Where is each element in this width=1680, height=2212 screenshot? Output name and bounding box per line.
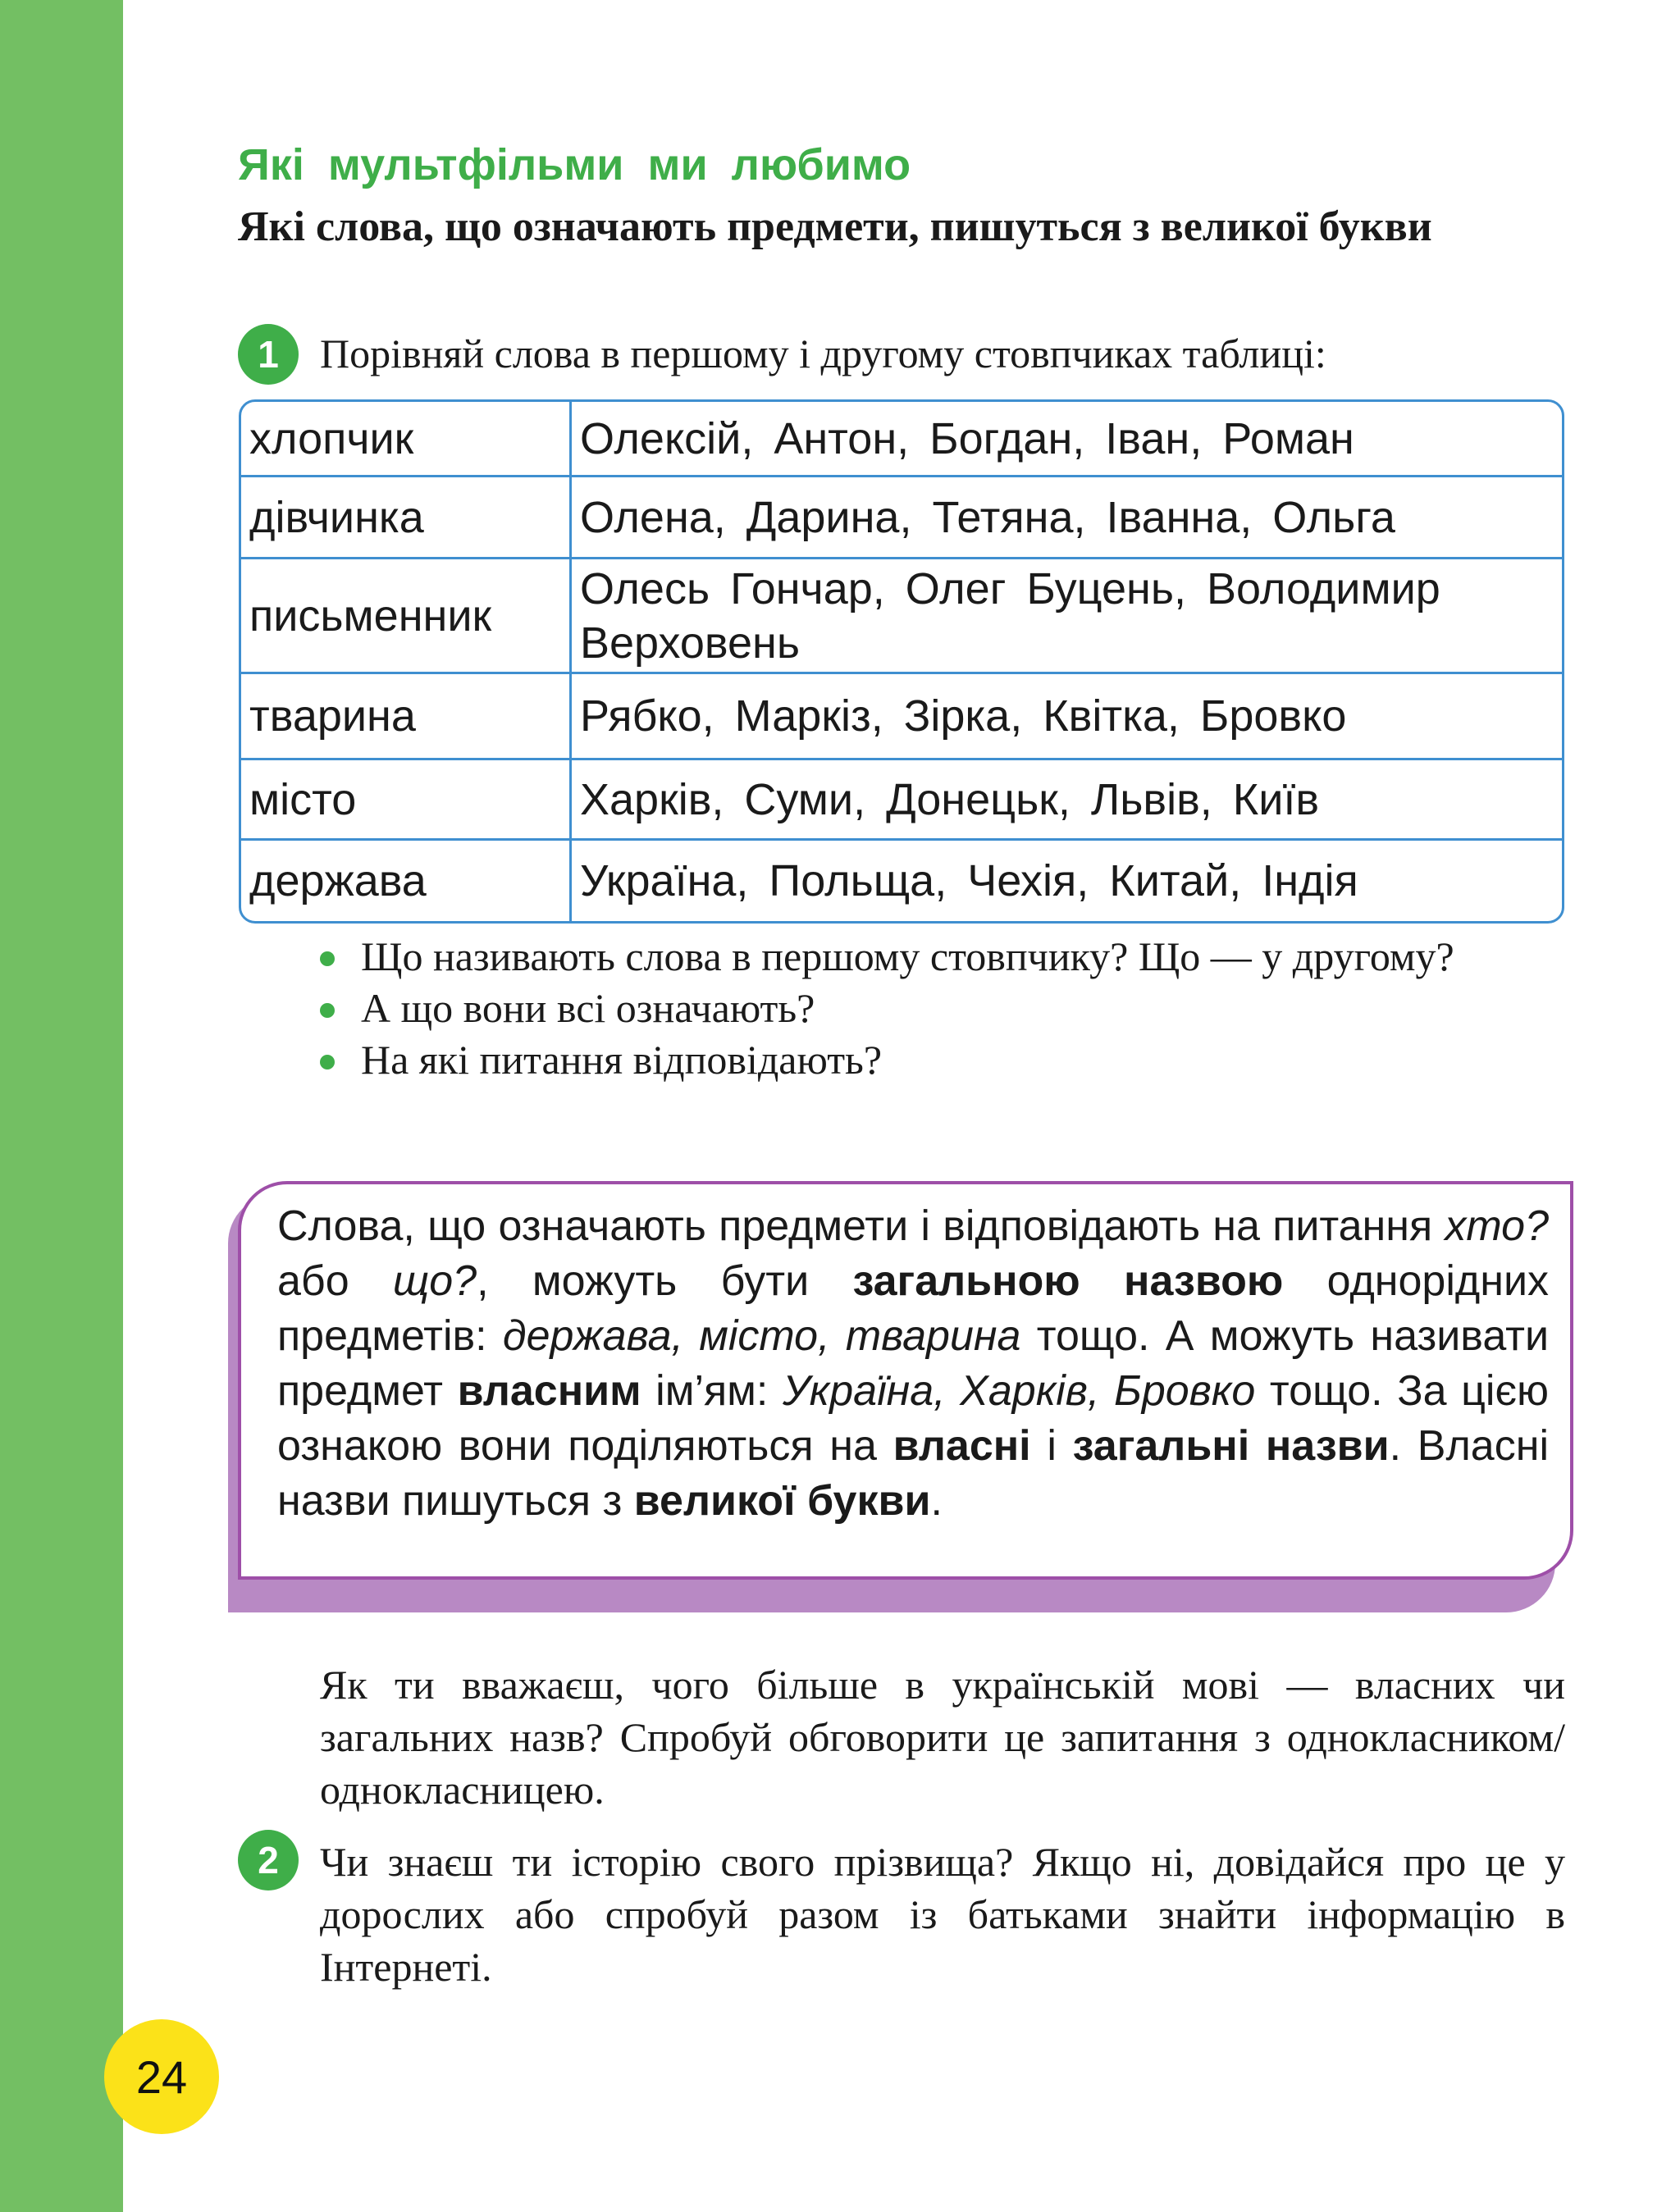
task-number-badge: 2 [238, 1830, 299, 1890]
lesson-subheading: Які слова, що означають предмети, пишуться з великої букви [238, 203, 1432, 250]
questions-list [320, 931, 1564, 1086]
table-row [241, 477, 1562, 559]
list-item: Що називають слова в першому стовпчику? Що — у другому? [320, 931, 1564, 983]
table-cell-category: письменник [241, 559, 572, 674]
sidebar-stripe [135, 0, 140, 2212]
names-table [239, 399, 1564, 924]
rule-box: Слова, що означають предмети і відповідають на питання хто? або що?, можуть бути загальною назвою однорідних предметів: держава, місто, тварина тощо. А можуть називати предмет власним ім’ям: Україна, Харків, Бровко тощо. За цією ознакою вони поділяються на власні і загальні назви. Власні назви пишуться з великої букви. [238, 1181, 1573, 1580]
table-cell-category: місто [241, 760, 572, 841]
table-cell-names: Харків, Суми, Донецьк, Львів, Київ [572, 760, 1562, 841]
table-row [241, 559, 1562, 674]
bullet-icon [320, 951, 335, 966]
table-cell-category: тварина [241, 674, 572, 760]
lesson-heading: Які мультфільми ми любимо [238, 140, 911, 189]
table-row [241, 674, 1562, 760]
table-cell-names: Рябко, Маркіз, Зірка, Квітка, Бровко [572, 674, 1562, 760]
table-cell-names: Олесь Гончар, Олег Буцень, Володимир Верховень [572, 559, 1562, 674]
table-cell-names: Олексій, Антон, Богдан, Іван, Роман [572, 402, 1562, 477]
sidebar-stripe [158, 0, 163, 2212]
table-cell-category: хлопчик [241, 402, 572, 477]
bullet-icon [320, 1055, 335, 1070]
sidebar-band [0, 0, 123, 2212]
table-row [241, 841, 1562, 921]
sidebar-stripe [146, 0, 152, 2212]
task-number-badge: 1 [238, 324, 299, 385]
list-item: На які питання відповідають? [320, 1034, 1564, 1086]
sidebar-stripe [123, 0, 129, 2212]
table-cell-category: дівчинка [241, 477, 572, 559]
table-row [241, 402, 1562, 477]
table-cell-names: Україна, Польща, Чехія, Китай, Індія [580, 856, 1358, 905]
list-item: А що вони всі означають? [320, 983, 1564, 1034]
table-cell-category: держава [241, 841, 572, 921]
discussion-paragraph: Як ти вважаєш, чого більше в українській мові — власних чи загальних назв? Спробуй обговорити це запитання з однокласником/однокласницею. [320, 1662, 1565, 1813]
task1-text: Порівняй слова в першому і другому стовпчиках таблиці: [320, 331, 1326, 376]
task2-text: Чи знаєш ти історію свого прізвища? Якщо ні, довідайся про це у дорослих або спробуй разом із батьками знайти інформацію в Інтернеті. [320, 1839, 1565, 1990]
bullet-icon [320, 1003, 335, 1018]
page-number: 24 [104, 2019, 219, 2134]
table-cell-names: Олена, Дарина, Тетяна, Іванна, Ольга [572, 477, 1562, 559]
table-row [241, 760, 1562, 841]
